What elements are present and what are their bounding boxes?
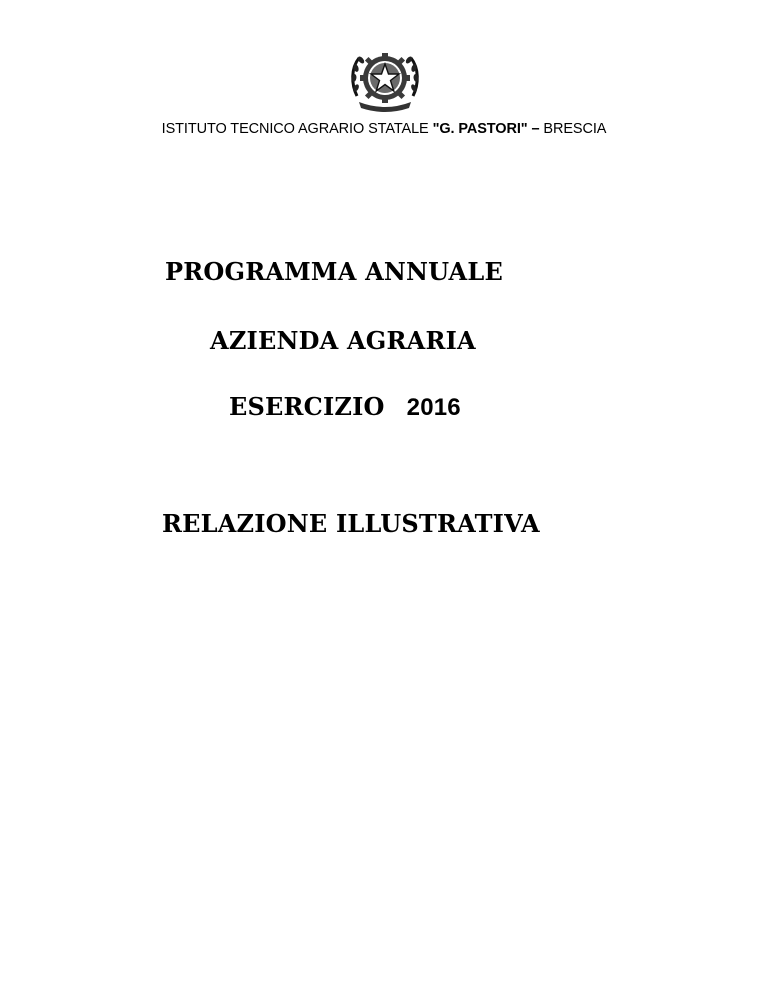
esercizio-label: ESERCIZIO bbox=[229, 392, 385, 421]
institute-city: BRESCIA bbox=[539, 121, 607, 137]
institute-header bbox=[0, 121, 768, 137]
institute-prefix: ISTITUTO TECNICO AGRARIO STATALE bbox=[161, 121, 433, 137]
italian-republic-emblem-icon bbox=[349, 44, 421, 114]
esercizio-year: 2016 bbox=[406, 394, 461, 421]
title-azienda-agraria: AZIENDA AGRARIA bbox=[210, 326, 476, 355]
title-programma-annuale: PROGRAMMA ANNUALE bbox=[165, 257, 503, 286]
title-relazione-illustrativa: RELAZIONE ILLUSTRATIVA bbox=[162, 509, 540, 538]
title-esercizio bbox=[229, 392, 461, 422]
institute-name: "G. PASTORI" – bbox=[432, 121, 540, 137]
